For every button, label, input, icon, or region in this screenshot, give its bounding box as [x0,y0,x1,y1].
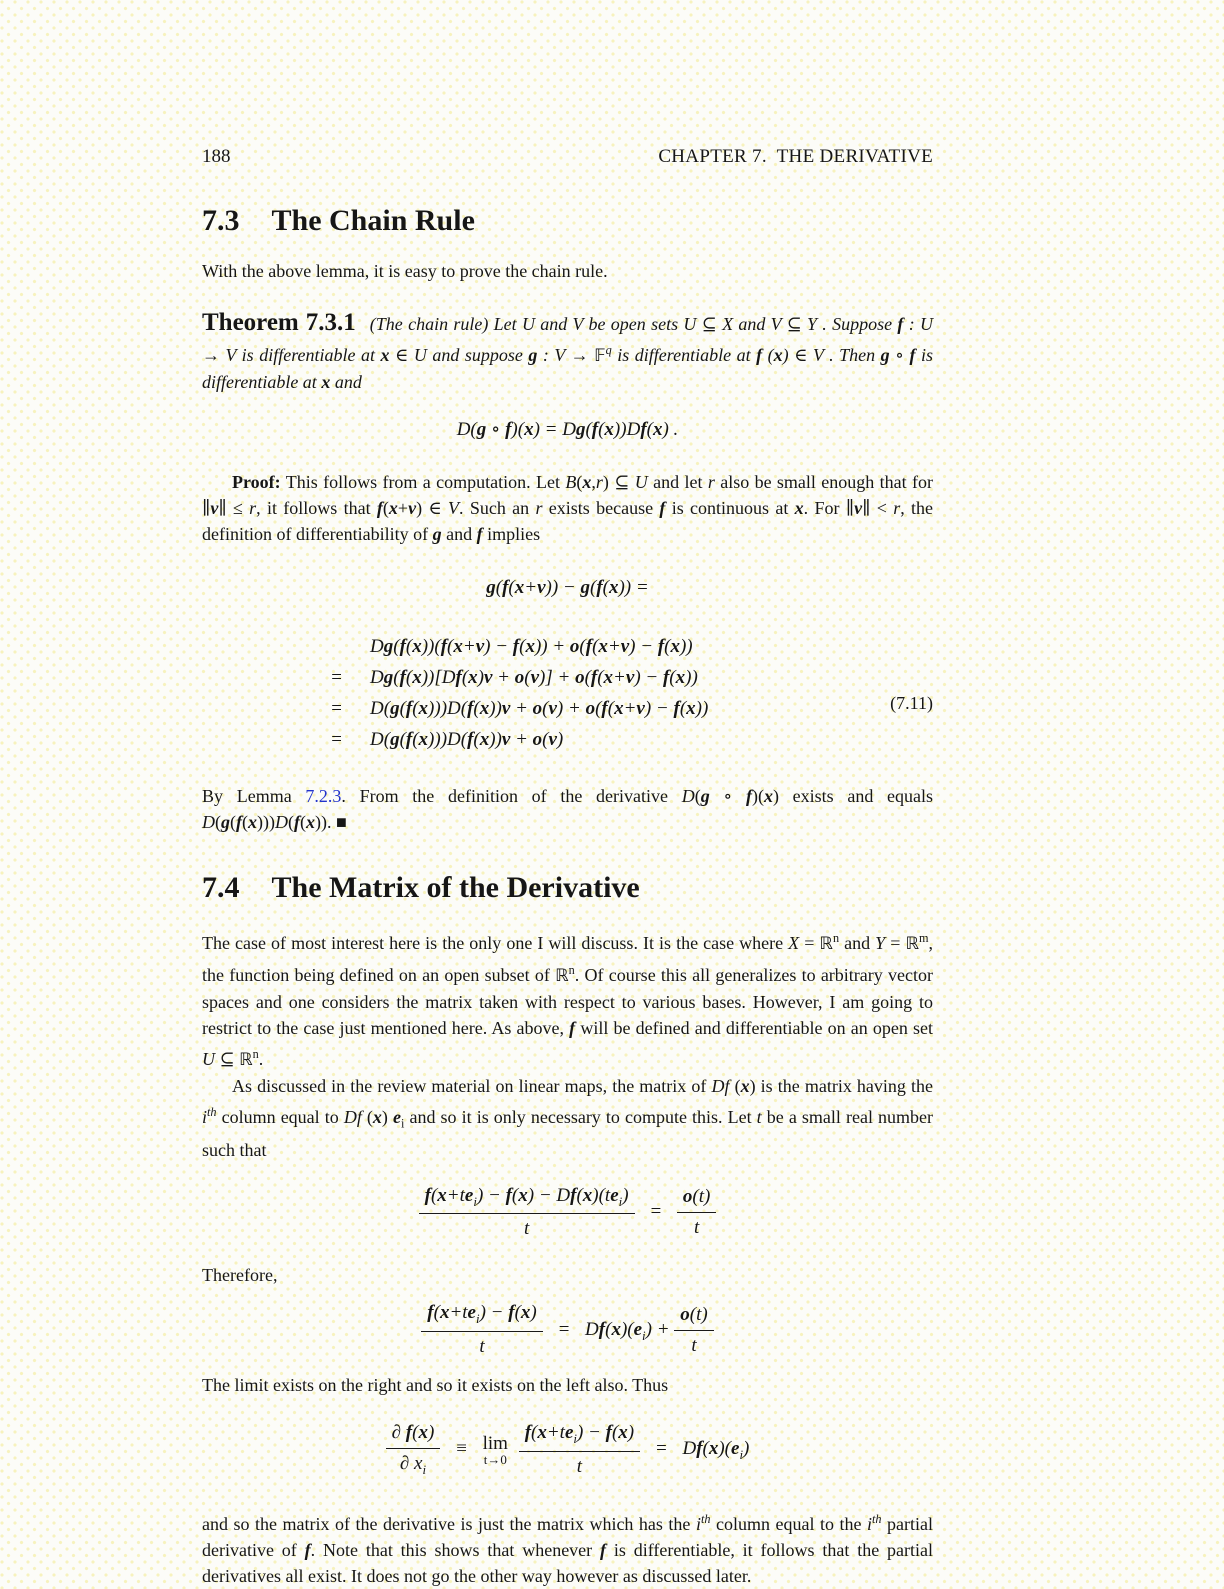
section-number: 7.3 [202,204,240,237]
conclusion-text: By Lemma [202,786,306,806]
page-header [202,146,933,168]
equals-sign: = [649,1200,663,1222]
limit-operator [483,1433,508,1468]
equation-row [330,693,933,724]
fraction [421,1302,542,1358]
denominator: t [677,1212,716,1239]
equation-body: D(g(f(x)))D(f(x))v + o(v) [370,729,564,750]
body-paragraph: The case of most interest here is the only one I will discuss. It is the case where X = ℝ$^n$ and Y = ℝ$^m$, the function being defined on an open subset of ℝ$^n$. Of course this all generalizes to arbitrary vector spaces and one considers the matrix taken with respect to various bases. However, I am going to restrict to the case just mentioned here. As above, f will be defined and differentiable on an open set U ⊆ ℝ$^n$. [202,931,934,1070]
equation-difference-quotient [202,1185,933,1241]
section-title: The Matrix of the Derivative [271,871,640,904]
relation-symbol: = [330,698,343,719]
proof-label: Proof: [232,472,281,492]
numerator: $f(x+te_i) - f(x)$ [524,1422,635,1446]
denominator: ∂ $x_i$ [386,1448,441,1478]
equation-partial-derivative [202,1422,933,1478]
section-7-3-heading [202,204,933,238]
denominator: t [674,1330,713,1357]
body-paragraph: and so the matrix of the derivative is just the matrix which has the $i^{th}$ column equal to the $i^{th}$ partial derivative of f. Note that this shows that whenever f is differentiable, it follows that the partial derivatives all exist. It does not go the other way however as discussed later. [202,1511,933,1586]
page-number: 188 [202,146,231,167]
lim-text: lim [482,1432,508,1454]
fraction [674,1304,713,1357]
equation-body: Dg(f(x))[Df(x)v + o(v)] + o(f(x+v) − f(x)) [370,667,698,688]
equation-row [330,724,933,755]
denominator: t [519,1451,640,1478]
section-number: 7.4 [202,871,240,904]
lim-subscript: t→0 [483,1451,507,1467]
equation-body: $Df(x)(e_i)$ [682,1438,750,1463]
equation-body: Dg(f(x))(f(x+v) − f(x)) + o(f(x+v) − f(x)) [370,636,693,657]
theorem-block [202,310,933,395]
section-title: The Chain Rule [271,204,475,237]
equation-tag-7-11: (7.11) [890,693,933,713]
fraction [419,1185,635,1241]
proof-paragraph [202,469,933,547]
numerator: ∂ f(x) [391,1422,435,1444]
denominator: t [419,1213,635,1240]
equation-difference-quotient-2 [202,1302,933,1358]
equiv-sign: ≡ [455,1438,468,1460]
numerator: o(t) [680,1303,708,1325]
relation-symbol: = [330,729,343,750]
qed-square: ■ [335,812,347,832]
lemma-7-2-3-link[interactable]: 7.2.3 [305,786,342,806]
proof-conclusion [202,783,933,835]
numerator: $f(x+te_i) - f(x)$ [427,1302,537,1327]
fraction [386,1422,441,1478]
equation-body: D(g(f(x)))D(f(x))v + o(v) + o(f(x+v) − f(x)) [370,698,709,719]
equation-expansion-start: g(f(x+v)) − g(f(x)) = [486,577,649,598]
numerator: o(t) [682,1186,711,1207]
aligned-derivation [202,631,933,755]
running-chapter-title: CHAPTER 7. THE DERIVATIVE [658,146,933,167]
fraction [677,1186,716,1239]
body-paragraph: As discussed in the review material on linear maps, the matrix of Df (x) is the matrix having the $i^{th}$ column equal to Df (x) $e_i$ and so it is only necessary to compute this. Let t be a small real number such that [202,1076,934,1160]
relation-symbol [330,631,370,662]
theorem-body: (The chain rule) Let U and V be open sets U ⊆ X and V ⊆ Y . Suppose f : U → V is differentiable at x ∈ U and suppose g : V → 𝔽$^q$ is differentiable at f (x) ∈ V . Then g ∘ f is differentiable at x and [202,314,933,392]
proof-body: This follows from a computation. Let B(x,r) ⊆ U and let r also be small enough that for ∥v∥ ≤ r, it follows that f(x+v) ∈ V. Such an r exists because f is continuous at x. For ∥v∥ < r, the definition of differentiability of g and f implies [202,472,934,544]
equals-sign: = [654,1438,668,1460]
body-paragraph: Therefore, [202,1265,278,1286]
equation-chain-rule: D(g ∘ f)(x) = Dg(f(x))Df(x) . [456,419,679,440]
intro-paragraph: With the above lemma, it is easy to prove the chain rule. [202,261,608,281]
fraction [519,1422,640,1478]
relation-symbol: = [330,667,343,688]
section-7-4-heading [202,871,933,905]
numerator: $f(x+te_i) - f(x) - Df(x)(te_i)$ [424,1184,629,1209]
theorem-label: Theorem 7.3.1 [202,309,356,336]
equation-row [330,662,933,693]
page-column [202,0,933,1589]
equation-row [330,631,933,662]
body-paragraph: The limit exists on the right and so it exists on the left also. Thus [202,1375,669,1396]
equation-body: $Df(x)(e_i)$ + [585,1318,670,1343]
denominator: t [421,1331,542,1358]
equals-sign: = [557,1318,571,1340]
conclusion-text: . From the definition of the derivative D(g ∘ f)(x) exists and equals D(g(f(x)))D(f(x)). [202,786,934,832]
